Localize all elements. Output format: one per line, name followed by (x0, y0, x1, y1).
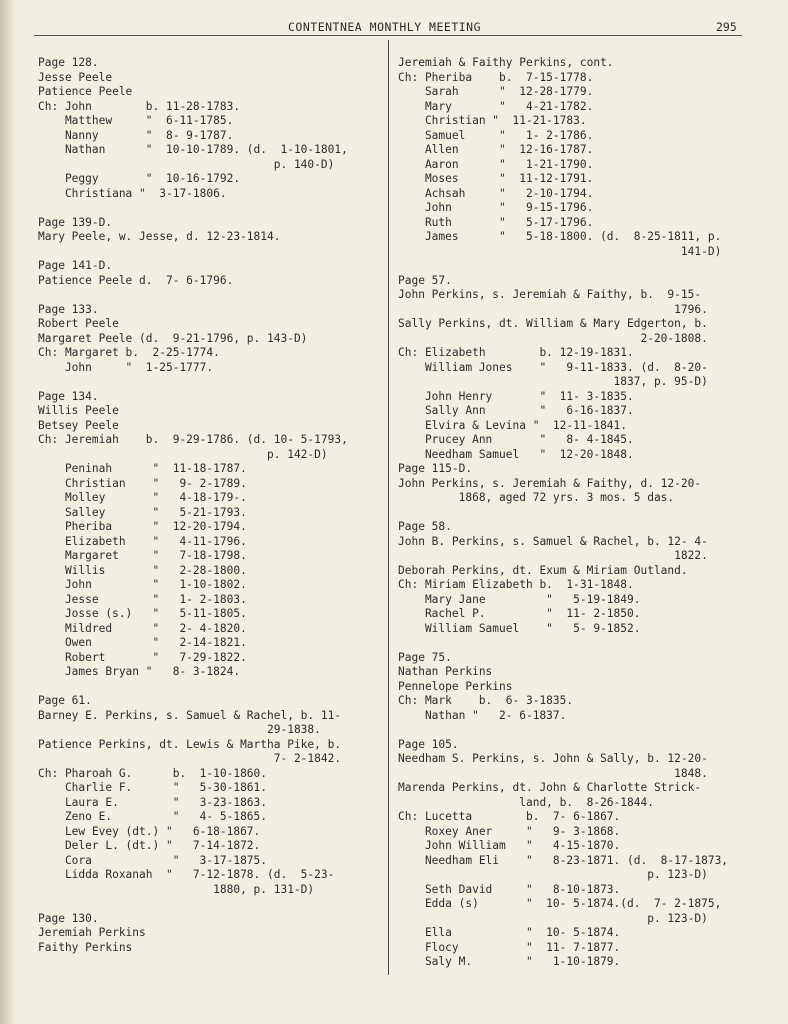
text-line: Jeremiah Perkins (38, 926, 146, 939)
header-rule (34, 35, 742, 36)
text-line: John William " 4-15-1870. (398, 839, 621, 852)
text-line: Sally Ann " 6-16-1837. (398, 404, 634, 417)
text-line: Page 128. (38, 56, 99, 69)
text-line: Deborah Perkins, dt. Exum & Miriam Outland. (398, 563, 688, 577)
text-line: Jesse " 1- 2-1803. (38, 592, 247, 606)
text-line: Willis " 2-28-1800. (38, 563, 247, 577)
text-line: Page 57. (398, 273, 452, 287)
text-line: Page 133. (38, 302, 99, 316)
text-line: 1848. (398, 766, 708, 780)
text-line: Salley " 5-21-1793. (38, 505, 247, 519)
text-line: John " 1-10-1802. (38, 578, 247, 591)
page-header (0, 20, 788, 36)
text-line: Sally Perkins, dt. William & Mary Edgerton, b. (398, 317, 708, 330)
page-number: 295 (716, 20, 737, 34)
text-line: Peggy " 10-16-1792. (38, 172, 241, 185)
text-line: Samuel " 1- 2-1786. (398, 128, 594, 142)
text-line: Patience Peele d. 7- 6-1796. (38, 273, 234, 287)
text-line: Page 115-D. (398, 462, 473, 475)
text-line: p. 142-D) (38, 447, 328, 461)
text-line: p. 140-D) (38, 157, 335, 171)
text-line: land, b. 8-26-1844. (398, 795, 654, 809)
text-line: John B. Perkins, s. Samuel & Rachel, b. 12- 4- (398, 534, 708, 548)
text-line: 1822. (398, 549, 708, 562)
text-line: Pheriba " 12-20-1794. (38, 520, 247, 533)
text-line: Cora " 3-17-1875. (38, 853, 268, 867)
text-line: Edda (s) " 10- 5-1874.(d. 7- 2-1875, (398, 897, 722, 910)
text-line: Patience Perkins, dt. Lewis & Martha Pike, b. (38, 737, 342, 751)
text-line: Robert " 7-29-1822. (38, 650, 247, 664)
text-line: Page 141-D. (38, 259, 113, 272)
text-line: Christian " 9- 2-1789. (38, 476, 247, 490)
text-line: Margaret Peele (d. 9-21-1796, p. 143-D) (38, 331, 308, 345)
text-line: p. 123-D) (398, 868, 708, 881)
text-line: Elizabeth " 4-11-1796. (38, 534, 247, 548)
page-title: CONTENTNEA MONTHLY MEETING (288, 20, 482, 34)
text-line: Nathan " 10-10-1789. (d. 1-10-1801, (38, 143, 348, 156)
text-line: Mary Jane " 5-19-1849. (398, 592, 641, 606)
text-line: Prucey Ann " 8- 4-1845. (398, 433, 634, 446)
text-line: Ch: Pharoah G. b. 1-10-1860. (38, 766, 268, 780)
text-line: Elvira & Levina " 12-11-1841. (398, 418, 628, 432)
text-line: Peninah " 11-18-1787. (38, 462, 247, 475)
right-column (398, 56, 748, 970)
text-line: Mildred " 2- 4-1820. (38, 621, 247, 635)
text-line: Ch: Mark b. 6- 3-1835. (398, 694, 574, 707)
text-line: Nanny " 8- 9-1787. (38, 128, 234, 142)
text-line: 1837, p. 95-D) (398, 375, 708, 388)
text-line: John Perkins, s. Jeremiah & Faithy, d. 12-20- (398, 476, 702, 490)
text-line: Matthew " 6-11-1785. (38, 114, 234, 127)
text-line (38, 245, 383, 260)
text-line: Willis Peele (38, 404, 119, 417)
text-line: Needham Samuel " 12-20-1848. (398, 447, 634, 461)
text-line: Aaron " 1-21-1790. (398, 157, 594, 171)
text-line: Zeno E. " 4- 5-1865. (38, 810, 268, 823)
text-line: Needham Eli " 8-23-1871. (d. 8-17-1873, (398, 853, 729, 867)
text-line: 141-D) (398, 244, 722, 258)
text-line: 29-1838. (38, 723, 321, 736)
text-line: Nathan " 2- 6-1837. (398, 708, 567, 722)
text-line: Charlie F. " 5-30-1861. (38, 781, 268, 794)
text-line: Jeremiah & Faithy Perkins, cont. (398, 56, 614, 69)
text-line: 1880, p. 131-D) (38, 882, 315, 896)
text-line: 1796. (398, 302, 708, 316)
text-line (38, 680, 383, 695)
left-column (38, 56, 383, 955)
text-line: Page 58. (398, 520, 452, 533)
text-line: Faithy Perkins (38, 940, 133, 954)
text-line: Barney E. Perkins, s. Samuel & Rachel, b. 11- (38, 708, 342, 722)
text-line (398, 723, 748, 738)
text-line: Ch: Elizabeth b. 12-19-1831. (398, 346, 634, 359)
text-line: Achsah " 2-10-1794. (398, 186, 594, 200)
text-line: Owen " 2-14-1821. (38, 636, 247, 649)
text-line: Lidda Roxanah " 7-12-1878. (d. 5-23- (38, 868, 335, 881)
text-line: Seth David " 8-10-1873. (398, 882, 621, 896)
text-line: Mary Peele, w. Jesse, d. 12-23-1814. (38, 230, 281, 243)
text-line: Nathan Perkins (398, 665, 493, 678)
text-line: Ch: Margaret b. 2-25-1774. (38, 346, 220, 359)
page-binding-edge (0, 0, 14, 1024)
text-line: Christiana " 3-17-1806. (38, 186, 227, 200)
text-line: Jesse Peele (38, 70, 113, 84)
text-line: Page 130. (38, 911, 99, 925)
text-line: James Bryan " 8- 3-1824. (38, 665, 241, 678)
text-line (38, 201, 383, 216)
text-line: Page 134. (38, 389, 99, 403)
text-line: Roxey Aner " 9- 3-1868. (398, 824, 621, 838)
text-line: Moses " 11-12-1791. (398, 172, 594, 185)
text-line: 1868, aged 72 yrs. 3 mos. 5 das. (398, 491, 675, 504)
text-line: Page 75. (398, 650, 452, 664)
text-line: William Jones " 9-11-1833. (d. 8-20- (398, 360, 708, 374)
text-line: Deler L. (dt.) " 7-14-1872. (38, 839, 261, 852)
text-line: Mary " 4-21-1782. (398, 99, 594, 113)
text-line: Page 61. (38, 694, 92, 707)
text-line: Laura E. " 3-23-1863. (38, 795, 268, 809)
text-line (38, 897, 383, 912)
text-line: Pennelope Perkins (398, 679, 513, 693)
text-line: Ch: Jeremiah b. 9-29-1786. (d. 10- 5-1793, (38, 433, 348, 446)
text-line: Needham S. Perkins, s. John & Sally, b. 12-20- (398, 752, 708, 765)
text-line (38, 375, 383, 390)
text-line: John " 1-25-1777. (38, 360, 214, 374)
text-line: Allen " 12-16-1787. (398, 143, 594, 156)
text-line: James " 5-18-1800. (d. 8-25-1811, p. (398, 230, 722, 243)
text-line: Saly M. " 1-10-1879. (398, 955, 621, 968)
text-line (398, 506, 748, 521)
text-line: Patience Peele (38, 85, 133, 98)
text-line (398, 259, 748, 274)
text-line: 2-20-1808. (398, 331, 708, 345)
text-line (38, 288, 383, 303)
text-line: Page 105. (398, 737, 459, 751)
text-line: John Henry " 11- 3-1835. (398, 389, 634, 403)
text-line: John Perkins, s. Jeremiah & Faithy, b. 9-15- (398, 288, 702, 301)
text-line: Ruth " 5-17-1796. (398, 215, 594, 229)
text-line: Robert Peele (38, 317, 119, 330)
text-line: Margaret " 7-18-1798. (38, 549, 247, 562)
text-line: Ch: Miriam Elizabeth b. 1-31-1848. (398, 578, 634, 591)
text-line: Rachel P. " 11- 2-1850. (398, 607, 641, 620)
text-line: Flocy " 11- 7-1877. (398, 940, 621, 954)
text-line: Marenda Perkins, dt. John & Charlotte Strick- (398, 781, 702, 794)
text-line: p. 123-D) (398, 911, 708, 925)
text-line: William Samuel " 5- 9-1852. (398, 621, 641, 635)
text-line: Betsey Peele (38, 418, 119, 432)
text-line: John " 9-15-1796. (398, 201, 594, 214)
text-line: Josse (s.) " 5-11-1805. (38, 607, 247, 620)
text-line: Ch: Lucetta b. 7- 6-1867. (398, 810, 621, 823)
text-line: Sarah " 12-28-1779. (398, 85, 594, 98)
text-line: 7- 2-1842. (38, 752, 342, 765)
text-line: Ella " 10- 5-1874. (398, 926, 621, 939)
text-line: Lew Evey (dt.) " 6-18-1867. (38, 824, 261, 838)
text-line (398, 636, 748, 651)
text-line: Molley " 4-18-179-. (38, 491, 247, 504)
text-line: Christian " 11-21-1783. (398, 114, 587, 127)
column-divider (388, 40, 389, 975)
text-line: Ch: Pheriba b. 7-15-1778. (398, 70, 594, 84)
text-line: Page 139-D. (38, 215, 113, 229)
text-line: Ch: John b. 11-28-1783. (38, 99, 241, 113)
